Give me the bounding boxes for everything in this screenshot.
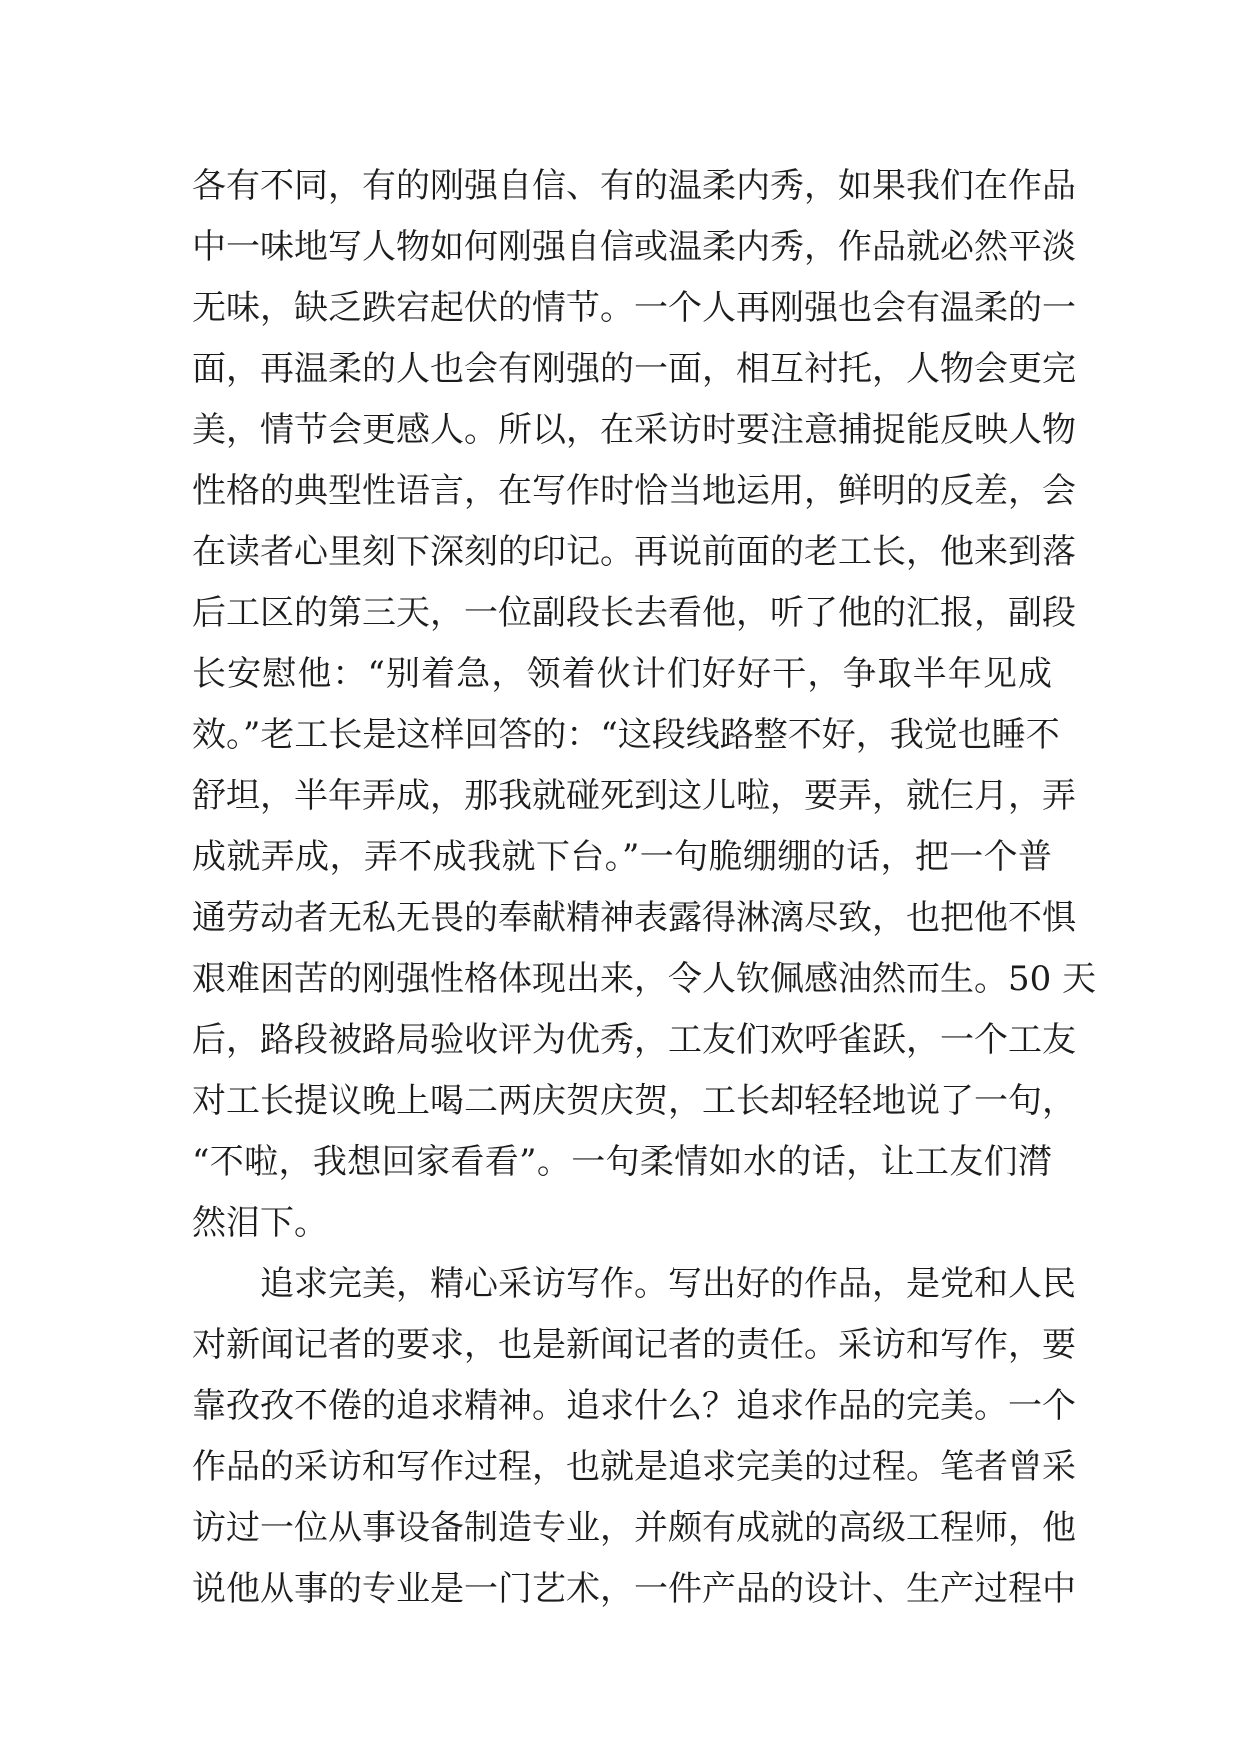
paragraph-1 bbox=[192, 156, 1097, 1254]
text-line: 面，再温柔的人也会有刚强的一面，相互衬托，人物会更完 bbox=[192, 349, 1076, 389]
text-line: 性格的典型性语言，在写作时恰当地运用，鲜明的反差，会 bbox=[192, 471, 1076, 511]
body-text bbox=[192, 156, 1097, 1620]
text-line: “不啦，我想回家看看”。一句柔情如水的话，让工友们潸 bbox=[192, 1142, 1052, 1182]
text-line: 效。”老工长是这样回答的：“这段线路整不好，我觉也睡不 bbox=[192, 715, 1060, 755]
text-line: 后，路段被路局验收评为优秀，工友们欢呼雀跃，一个工友 bbox=[192, 1020, 1076, 1060]
text-line: 中一味地写人物如何刚强自信或温柔内秀，作品就必然平淡 bbox=[192, 227, 1076, 267]
text-line: 舒坦，半年弄成，那我就碰死到这儿啦，要弄，就仨月，弄 bbox=[192, 776, 1076, 816]
text-line: 访过一位从事设备制造专业，并颇有成就的高级工程师，他 bbox=[192, 1508, 1076, 1548]
text-line: 作品的采访和写作过程，也就是追求完美的过程。笔者曾采 bbox=[192, 1447, 1076, 1487]
text-line: 然泪下。 bbox=[192, 1203, 328, 1243]
text-line: 后工区的第三天，一位副段长去看他，听了他的汇报，副段 bbox=[192, 593, 1076, 633]
text-line: 对新闻记者的要求，也是新闻记者的责任。采访和写作，要 bbox=[192, 1325, 1076, 1365]
text-line: 成就弄成，弄不成我就下台。”一句脆绷绷的话，把一个普 bbox=[192, 837, 1052, 877]
text-line: 在读者心里刻下深刻的印记。再说前面的老工长，他来到落 bbox=[192, 532, 1076, 572]
text-line: 长安慰他：“别着急，领着伙计们好好干，争取半年见成 bbox=[192, 654, 1052, 694]
text-line: 靠孜孜不倦的追求精神。追求什么？追求作品的完美。一个 bbox=[192, 1386, 1076, 1426]
text-line: 各有不同，有的刚强自信、有的温柔内秀，如果我们在作品 bbox=[192, 166, 1076, 206]
paragraph-2 bbox=[192, 1254, 1076, 1620]
text-line: 艰难困苦的刚强性格体现出来，令人钦佩感油然而生。50 天 bbox=[192, 959, 1097, 999]
text-line: 美，情节会更感人。所以，在采访时要注意捕捉能反映人物 bbox=[192, 410, 1076, 450]
text-line: 无味，缺乏跌宕起伏的情节。一个人再刚强也会有温柔的一 bbox=[192, 288, 1076, 328]
text-line: 追求完美，精心采访写作。写出好的作品，是党和人民 bbox=[260, 1264, 1076, 1304]
text-line: 通劳动者无私无畏的奉献精神表露得淋漓尽致，也把他不惧 bbox=[192, 898, 1076, 938]
text-line: 对工长提议晚上喝二两庆贺庆贺，工长却轻轻地说了一句， bbox=[192, 1081, 1076, 1121]
text-line: 说他从事的专业是一门艺术，一件产品的设计、生产过程中 bbox=[192, 1569, 1076, 1609]
